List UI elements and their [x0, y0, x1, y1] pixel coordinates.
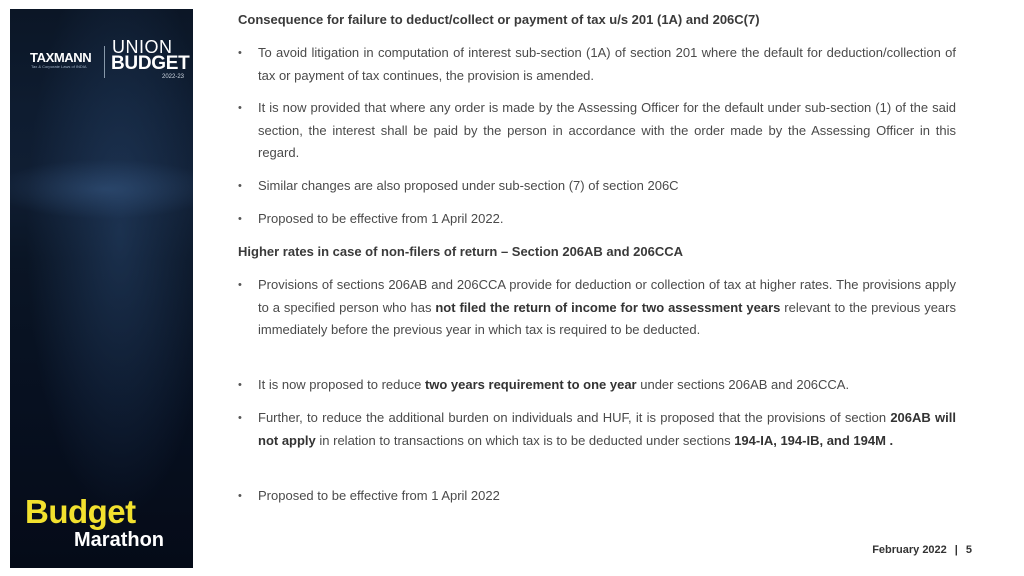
emphasis-text: two years requirement to one year [424, 377, 637, 392]
bullet-icon: • [238, 213, 242, 225]
bullet-icon: • [238, 412, 242, 424]
list-item-text [258, 274, 956, 342]
text-run: Further, to reduce the additional burden on individuals and HUF, it is proposed that the provisions of section [258, 410, 891, 425]
list-item [238, 97, 956, 165]
list-item [238, 407, 956, 452]
list-item-text [258, 407, 956, 452]
bullet-icon: • [238, 279, 242, 291]
bullet-icon: • [238, 490, 242, 502]
event-subtitle: Marathon [74, 529, 164, 551]
footer-date: February 2022 [872, 544, 947, 556]
bullet-icon: • [238, 180, 242, 192]
page-number: 5 [965, 544, 972, 556]
budget-marathon-banner [10, 9, 193, 568]
section-heading-201: Consequence for failure to deduct/collect or payment of tax u/s 201 (1A) and 206C(7) [238, 12, 760, 27]
text-run: under sections 206AB and 206CCA. [636, 377, 850, 392]
banner-glow [10, 159, 193, 219]
taxmann-tagline: Tax & Corporate Laws of INDIA [31, 64, 87, 69]
list-item-text: It is now provided that where any order is made by the Assessing Officer for the default under sub-section (1) of the said section, the interest shall be paid by the person in accordance with the order made by the Assessing Officer in this regard. [258, 100, 956, 160]
list-item-text: To avoid litigation in computation of interest sub-section (1A) of section 201 where the default for deduction/collection of tax or payment of tax continues, the provision is amended. [258, 45, 956, 83]
list-item [238, 274, 956, 342]
bullet-icon: • [238, 379, 242, 391]
text-run: It is now proposed to reduce [258, 377, 425, 392]
bullet-icon: • [238, 47, 242, 59]
list-item [238, 374, 956, 397]
list-item-text: Proposed to be effective from 1 April 2022. [258, 211, 504, 226]
logo-group [30, 34, 190, 84]
slide-footer [872, 544, 972, 556]
budget-logo-word: BUDGET [111, 53, 190, 74]
list-item-text: Similar changes are also proposed under sub-section (7) of section 206C [258, 178, 679, 193]
text-run: Provisions of sections 206AB and 206CCA provide for deduction or collection of tax at higher rates. The provisions apply to a specified person who has [258, 277, 956, 315]
event-title: Budget [25, 493, 136, 530]
text-run: in relation to transactions on which tax is to be deducted under sections [315, 432, 735, 448]
list-item [238, 208, 956, 231]
list-item-text [258, 374, 956, 397]
emphasis-text: 194-IA, 194-IB, and 194M . [734, 432, 894, 448]
list-item [238, 42, 956, 87]
footer-separator: | [954, 544, 958, 556]
taxmann-logo: TAXMANN [30, 50, 92, 65]
emphasis-text: not filed the return of income for two assessment years [435, 299, 781, 315]
emphasis-text: 206AB will not apply [258, 410, 956, 448]
list-item [238, 485, 956, 508]
logo-divider [104, 46, 105, 78]
section-heading-206ab: Higher rates in case of non-filers of return – Section 206AB and 206CCA [238, 244, 684, 259]
text-run: relevant to the previous years immediately before the previous year in which tax is required to be deducted. [258, 299, 956, 337]
list-item [238, 175, 956, 198]
list-item-text: Proposed to be effective from 1 April 2022 [258, 488, 500, 503]
bullet-icon: • [238, 102, 242, 114]
budget-year: 2022-23 [162, 74, 185, 80]
union-word: UNION [112, 37, 173, 57]
